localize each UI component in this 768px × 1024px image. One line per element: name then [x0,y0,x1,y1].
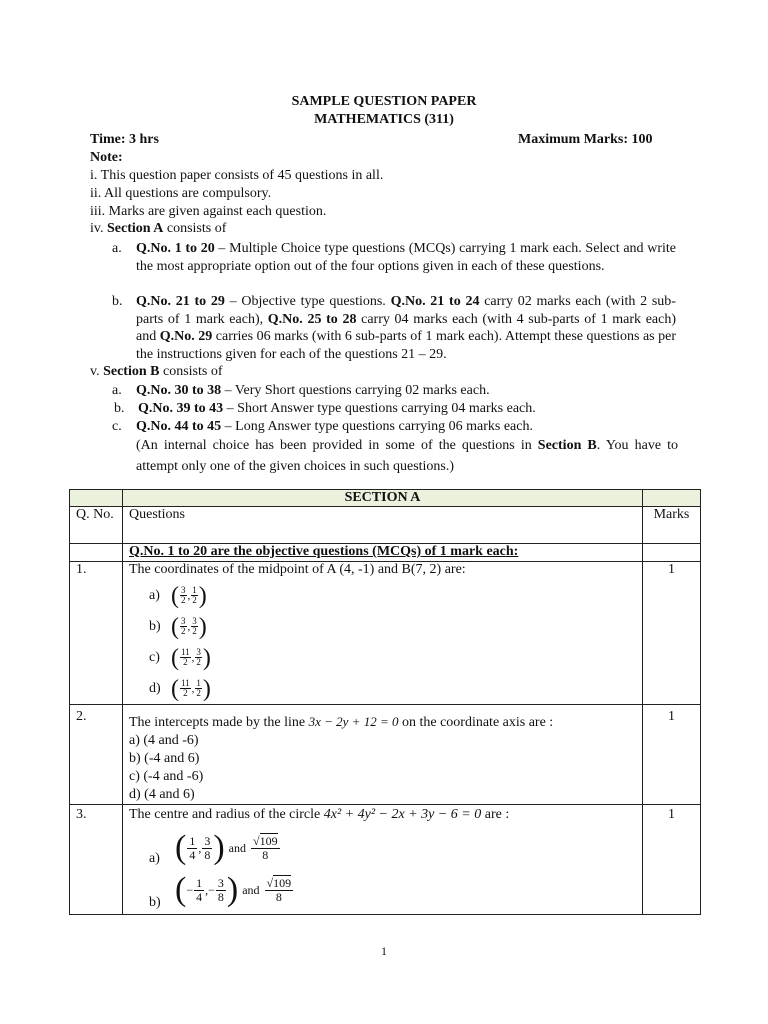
numerator: 11 [181,647,190,657]
max-marks-label: Maximum Marks: 100 [518,132,653,147]
sqrt-sign: √ [266,875,274,890]
questions-table [69,489,701,915]
radius-numerator [265,877,294,891]
option-a [129,823,636,865]
denominator: 8 [204,847,211,862]
paren-open: ( [171,644,179,671]
option-b [129,865,636,909]
radius-fraction [265,877,294,904]
denominator: 4 [196,889,203,904]
comma: , [187,589,191,602]
note-iv-a-label: a. [112,241,122,256]
choice-section: Section B [537,438,597,453]
option-label: c) [149,649,160,665]
paren-close: ) [198,613,207,640]
note-iv-b-text3: carry 04 marks each (with 4 sub-parts of 1 mark each) and [136,311,676,345]
question-marks: 1 [643,562,701,705]
paren-close: ) [202,675,211,702]
note-iv-a [112,240,676,275]
question-row-2 [70,705,701,805]
note-v-b [114,400,678,418]
radius-denominator: 8 [262,847,269,862]
note-v-a-label: a. [112,383,122,398]
numerator: 1 [192,585,197,595]
paper-title: SAMPLE QUESTION PAPER [291,94,477,109]
option-b [129,611,636,642]
paren-open: ( [175,871,187,908]
internal-choice-note [136,435,678,477]
denominator: 2 [183,657,188,667]
radius-fraction [251,835,280,862]
note-iv-prefix: iv. [90,221,107,236]
note-v-rest: consists of [159,364,223,379]
note-iv-b-text4: carries 06 marks (with 6 sub-parts of 1 mark each). Attempt these questions as per the instructions given for each of the questions 21 – 29. [136,329,676,362]
question-text-before: The intercepts made by the line [129,715,309,730]
section-title: SECTION A [123,490,643,507]
numerator: 11 [181,678,190,688]
fraction [180,586,187,605]
note-v-b-text: – Short Answer type questions carrying 04 marks each. [223,401,536,416]
numerator: 3 [181,585,186,595]
note-iv-b-text2: carry 02 marks each (with 2 sub-parts of 1 mark each), [136,294,676,327]
fraction [180,617,187,636]
option-d [129,673,636,704]
option-c [129,642,636,673]
question-marks: 1 [643,705,701,805]
note-iv-section: Section A [106,221,164,236]
fraction [194,877,204,904]
question-number: 3. [70,805,123,915]
question-number: 1. [70,562,123,705]
option-a [129,580,636,611]
comma: , [198,840,202,855]
note-v [90,364,222,380]
option-label: d) [149,680,161,696]
note-v-a-text: – Very Short questions carrying 02 marks each. [221,383,490,398]
option-label: b) [149,895,161,910]
option-list [129,580,636,704]
note-v-c-text: – Long Answer type questions carrying 06 marks each. [221,419,533,434]
paren-close: ) [202,644,211,671]
paren-open: ( [171,675,179,702]
note-v-a [112,382,676,400]
numerator: 3 [181,616,186,626]
column-header-row [70,507,701,544]
shade-cell-left [70,490,123,507]
fraction [180,679,191,698]
and-text: and [228,840,246,855]
question-row-1 [70,562,701,705]
paren-open: ( [175,829,187,866]
denominator: 2 [196,688,201,698]
numerator: 3 [192,616,197,626]
and-text: and [242,882,260,897]
fraction [191,586,198,605]
paren-close: ) [198,582,207,609]
denominator: 2 [181,595,186,605]
fraction [195,648,202,667]
fraction [216,877,226,904]
mcq-instruction: Q.No. 1 to 20 are the objective questions (MCQs) of 1 mark each: [123,544,643,562]
denominator: 2 [192,626,197,636]
option-label: a) [149,851,160,866]
comma: , [191,682,195,695]
option-c: c) (-4 and -6) [129,769,204,784]
paren-open: ( [171,613,179,640]
circle-equation: 4x² + 4y² − 2x + 3y − 6 = 0 [323,807,482,822]
col-header-questions: Questions [123,507,643,544]
question-text [129,713,636,732]
choice-text-2: . You have to attempt only one of the given choices in such questions.) [136,438,678,474]
option-label: a) [149,587,160,603]
note-v-section: Section B [103,364,160,379]
denominator: 8 [217,889,224,904]
note-iv-a-range: Q.No. 1 to 20 [136,241,215,256]
note-iv-b-range2: Q.No. 21 to 24 [390,294,480,309]
note-heading: Note: [90,150,123,165]
option-d: d) (4 and 6) [129,787,195,802]
note-iv-b-range3: Q.No. 25 to 28 [267,311,357,327]
paper-subject: MATHEMATICS (311) [314,112,454,127]
comma: , [191,651,195,664]
option-b-expression [175,871,294,908]
question-row-3 [70,805,701,915]
denominator: 2 [181,626,186,636]
note-v-b-label: b. [114,401,125,416]
question-number: 2. [70,705,123,805]
question-text-after: on the coordinate axis are : [398,715,554,730]
note-iv-b-label: b. [112,294,123,309]
instruction-empty [70,544,123,562]
note-i: i. This question paper consists of 45 questions in all. [90,168,384,183]
comma: , [187,620,191,633]
comma-minus: ,− [205,882,215,897]
denominator: 2 [192,595,197,605]
time-label: Time: 3 hrs [90,132,159,147]
numerator: 1 [196,875,203,890]
question-body [123,705,643,805]
question-marks: 1 [643,805,701,915]
shade-cell-right [643,490,701,507]
question-body [123,805,643,915]
denominator: 2 [183,688,188,698]
note-iv-b-range: Q.No. 21 to 29 [136,294,225,309]
note-v-prefix: v. [90,364,104,379]
line-equation: 3x − 2y + 12 = 0 [308,714,399,729]
option-b: b) (-4 and 6) [129,751,200,766]
radius-denominator: 8 [275,889,282,904]
question-text [129,807,636,823]
numerator: 3 [196,647,201,657]
sqrt-sign: √ [252,833,260,848]
note-v-b-range: Q.No. 39 to 43 [138,401,224,416]
fraction [202,835,212,862]
instruction-row [70,544,701,562]
question-text-after: are : [481,807,510,822]
question-text-before: The centre and radius of the circle [129,807,324,822]
note-iv-b [112,293,676,363]
paren-close: ) [213,829,225,866]
col-header-no: Q. No. [70,507,123,544]
numerator: 1 [189,833,196,848]
radicand: 109 [273,875,292,890]
radicand: 109 [259,833,278,848]
option-a: a) (4 and -6) [129,733,199,748]
note-iv-b-text1: – Objective type questions. [224,294,391,309]
numerator: 3 [204,833,211,848]
numerator: 3 [217,875,224,890]
denominator: 4 [189,847,196,862]
fraction [191,617,198,636]
paren-open: ( [171,582,179,609]
instruction-marks-empty [643,544,701,562]
question-text: The coordinates of the midpoint of A (4, -1) and B(7, 2) are: [129,562,466,577]
note-iv-rest: consists of [163,221,227,236]
denominator: 2 [196,657,201,667]
fraction [195,679,202,698]
question-body [123,562,643,705]
note-v-a-range: Q.No. 30 to 38 [136,383,222,398]
col-header-marks: Marks [643,507,701,544]
note-iii: iii. Marks are given against each question. [90,204,327,219]
note-v-c-label: c. [112,419,122,434]
radius-numerator [251,835,280,849]
numerator: 1 [196,678,201,688]
fraction [180,648,191,667]
fraction [187,835,197,862]
choice-text-1: (An internal choice has been provided in some of the questions in [136,438,538,453]
note-v-c-range: Q.No. 44 to 45 [136,419,222,434]
option-a-expression [175,829,281,866]
minus-sign: − [186,882,194,897]
note-v-c [112,418,676,436]
paren-close: ) [226,871,239,908]
page-number: 1 [381,944,387,958]
option-label: b) [149,618,161,634]
note-iv-a-text: – Multiple Choice type questions (MCQs) carrying 1 mark each. Select and write the most appropriate option out of the four options given in each of these questions. [136,241,676,274]
note-iv-b-range4: Q.No. 29 [159,329,213,345]
note-ii: ii. All questions are compulsory. [90,186,272,201]
section-header-row [70,490,701,507]
note-iv [90,221,226,237]
